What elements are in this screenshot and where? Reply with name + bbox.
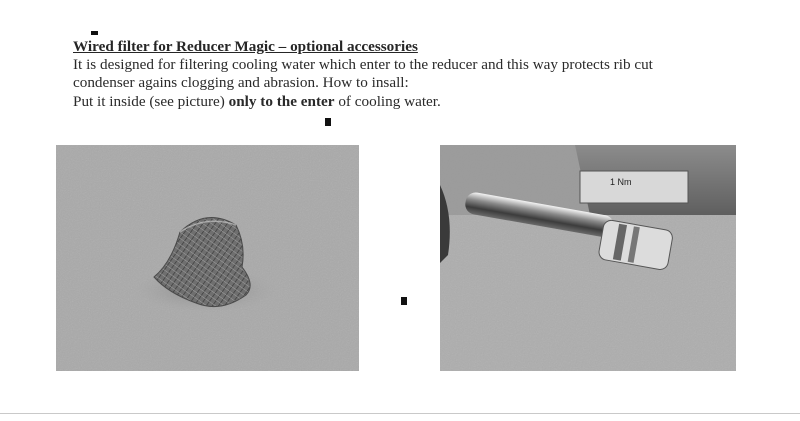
reducer-photo: [440, 145, 736, 371]
description-line-2: condenser agains clogging and abrasion. How to insall:: [73, 74, 409, 92]
scan-mark-between-photos: [401, 297, 407, 305]
filter-photo: [56, 145, 359, 371]
instruction-bold-text: only to the enter: [228, 92, 335, 110]
description-text-block: [73, 38, 773, 111]
document-heading: Wired filter for Reducer Magic – optional accessories: [73, 38, 418, 55]
reducer-photo-illustration: [440, 145, 736, 371]
reducer-label-plate: [580, 171, 688, 203]
reducer-label-text: 1 Nm: [610, 177, 632, 187]
bottom-scan-edge: [0, 413, 800, 414]
scan-mark-middle: [325, 118, 331, 126]
description-line-1: It is designed for filtering cooling water which enter to the reducer and this way protects rib cut: [73, 56, 653, 74]
scan-mark-top: [91, 31, 98, 35]
instruction-line: [73, 93, 773, 111]
filter-photo-illustration: [56, 145, 359, 371]
instruction-suffix: of cooling water.: [334, 92, 441, 110]
instruction-prefix: Put it inside (see picture): [73, 92, 229, 110]
